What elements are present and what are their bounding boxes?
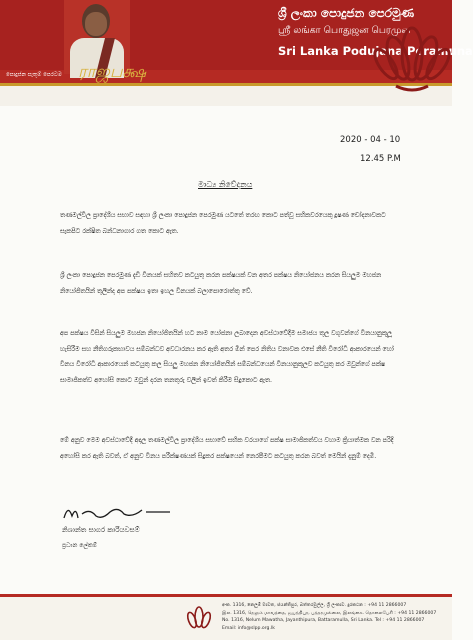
handwritten-signature bbox=[62, 500, 172, 524]
paragraph-2: ශ්‍රී ලංකා පොදුජන පෙරමුණ දැඩි විනයක් සහිතව කටයුතු කරන පක්ෂයක් වන අතර පක්ෂය නියෝජනය කරන සියලුම මහජන නියෝජිතයින් තුලින්ද අප පක්ෂය ඉතා ඉහල විනයක් බලාපොරොත්තු වේ. bbox=[60, 272, 382, 295]
signatory-name: නිශාන්ත සාගර කාරියවසම් bbox=[62, 526, 140, 534]
letter-footer bbox=[0, 594, 452, 640]
footer-email: Email: info@slpp.org.lk bbox=[222, 626, 275, 631]
footer-address-tamil: இல. 1316, நெலும் மாவத்தை, ஜயந்திபுர, பத்தரமுல்லை, இலங்கை. தொலைபேசி : +94 11 2866007 bbox=[222, 611, 437, 616]
footer-lotus-icon bbox=[186, 603, 212, 633]
signatory-role: ප්‍රධාන ලේකම් bbox=[62, 542, 98, 549]
footer-address-english: No. 1316, Nelum Mawatha, Jayanthipura, Battaramulla, Sri Lanka. Tel : +94 11 2866007 bbox=[222, 618, 425, 623]
paragraph-1: තණමල්විල ප්‍රාදේශීය සභාව සඳහා ශ්‍රී ලංකා පොදුජන පෙරමුණ යටතේ තරඟ කොට පත්වූ සභිකවරයෙකු දූෂණ චෝදනාවකට සැකපිට රක්ෂිත බන්ධනාගාර ගත කොට ඇත. bbox=[60, 212, 386, 235]
letterhead bbox=[0, 0, 473, 106]
footer-address-sinhala: අංක. 1316, නෙලුම් මාවත, ජයන්තිපුර, බත්තරමුල්ල, ශ්‍රී ලංකාව. දුරකථන : +94 11 2866007 bbox=[222, 603, 407, 608]
paragraph-3: අප පක්ෂය විසින් සියලුම මහජන නියෝජිතයින් හට නාම යෝජනා ලබාදෙන අවස්ථාවේදීම සමාජය තුල වගුවන්ගේ විනයානුකූලූ හැසිරීම සහ නීතිගරුකභාවය සම්බන්ධව අවධාරනය කර ඇති අතර මින් පෙර නිතිය වනාවක එසේ නීති විරෝධී ආකාරයෙන් හෝ විනය විරෝධී ආකාරයෙන් කටයුතු කල සියලු මහජන නියෝජිතයින් සම්බන්ධයෙන් විනයානුකූලව කටයුතු කර ඔවුන්ගේ පක්ෂ සාමාජිකත්ව අහෝසි කොට ඔවුන් දරන තනතුරු වලින් ඉවත් කිරීම සිදුකොට ඇත. bbox=[60, 330, 394, 384]
letter-date: 2020 - 04 - 10 bbox=[340, 135, 401, 145]
letter-title: මාධ්‍ය නිවේදනය bbox=[198, 180, 253, 189]
party-name-sinhala: ශ්‍රී ලංකා පොදුජන පෙරමුණ bbox=[278, 6, 415, 20]
party-name-english: Sri Lanka Podujana Peramuna bbox=[278, 44, 473, 58]
logo-script: ராஜபக்ஷ bbox=[78, 62, 147, 82]
lotus-logo-icon bbox=[376, 2, 448, 98]
party-tagline: පොදුජන පැතුම් පෙරටම bbox=[6, 72, 62, 78]
footer-stripe bbox=[0, 594, 452, 597]
paragraph-4: මේ අනුව මෙම අවස්ථාවේදී අදාල තණමල්විල ප්‍රාදේශීය සභාවේ සභික වරයාගේ පක්ෂ සාමාජිකත්වය වහාම ක්‍රියාත්මක වන පරිදි අහෝසි කර ඇති බවත්, ඒ අනුව විනය පරීක්ෂණයක් සිදුකර පක්ෂයෙන් නෙරපීමට කටයුතු කරන බවත් මෙයින් දැනුම් දෙමි. bbox=[60, 437, 394, 460]
party-name-tamil: ஸ்ரீ லங்கா பொதுஜன பெரமுன bbox=[278, 25, 411, 36]
letter-time: 12.45 P.M bbox=[360, 154, 401, 164]
